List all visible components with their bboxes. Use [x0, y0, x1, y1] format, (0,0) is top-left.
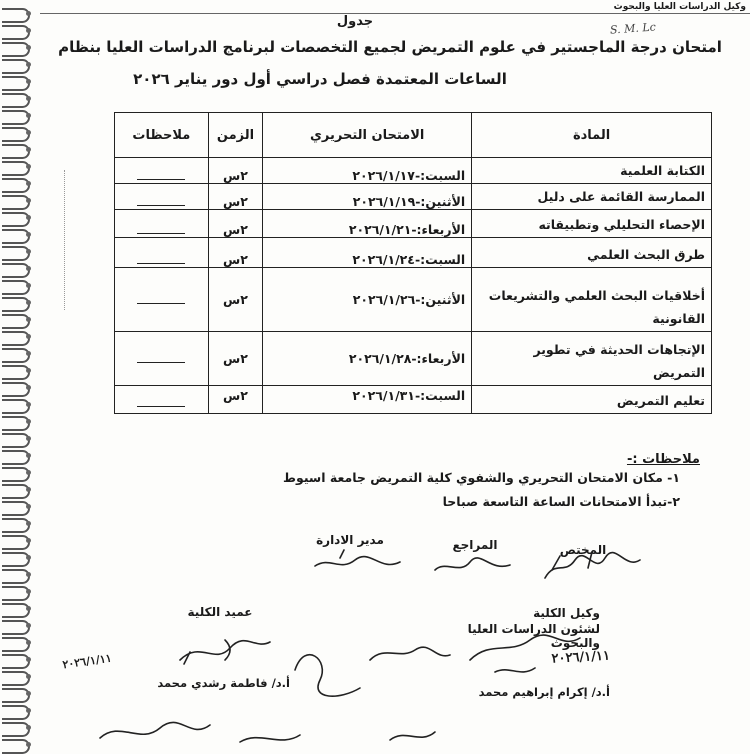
binding-ring [2, 76, 30, 91]
binding-ring [2, 314, 30, 329]
binding-hole [26, 45, 31, 50]
binding-ring [2, 178, 30, 193]
row-subject: أخلاقيات البحث العلمي والتشريعات القانونية [472, 268, 712, 332]
row-exam-date: الأربعاء:-٢٠٢٦/١/٢٨ [263, 332, 472, 386]
binding-ring [2, 620, 30, 635]
row-subject: الإتجاهات الحديثة في تطوير التمريض [472, 332, 712, 386]
binding-ring [2, 705, 30, 720]
binding-hole [26, 147, 31, 152]
binding-hole [26, 691, 31, 696]
binding-hole [26, 62, 31, 67]
row-exam-date: السبت:-٢٠٢٦/١/٣١ [263, 386, 472, 414]
signature-vice-dean [470, 635, 580, 660]
binding-hole [26, 317, 31, 322]
handwritten-date-vice-dean: ٢٠٢٦/١/١١ [551, 648, 611, 667]
binding-ring [2, 586, 30, 601]
binding-hole [26, 79, 31, 84]
binding-ring [2, 433, 30, 448]
binding-hole [26, 283, 31, 288]
binding-hole [26, 198, 31, 203]
row-time: ٢س [208, 268, 263, 332]
binding-hole [26, 368, 31, 373]
header-time: الزمن [208, 113, 263, 158]
header-subject: المادة [472, 113, 712, 158]
binding-ring [2, 144, 30, 159]
row-time: ٢س [208, 238, 263, 268]
binding-hole [26, 674, 31, 679]
binding-ring [2, 484, 30, 499]
note-item: ٢-تبدأ الامتحانات الساعة التاسعة صباحا [442, 494, 680, 509]
binding-hole [26, 589, 31, 594]
binding-hole [26, 334, 31, 339]
binding-ring [2, 552, 30, 567]
binding-ring [2, 229, 30, 244]
binding-ring [2, 212, 30, 227]
binding-ring [2, 688, 30, 703]
binding-ring [2, 501, 30, 516]
signature-label-vice-dean-office: لشئون الدراسات العليا والبحوث [467, 622, 600, 650]
binding-hole [26, 113, 31, 118]
row-exam-date: الأثنين:-٢٠٢٦/١/١٩ [263, 184, 472, 210]
signature-label-dean: عميد الكلية [187, 605, 253, 619]
binding-ring [2, 722, 30, 737]
row-subject: الإحصاء التحليلي وتطبيقاته [472, 210, 712, 238]
binding-ring [2, 246, 30, 261]
binding-hole [26, 181, 31, 186]
binding-ring [2, 671, 30, 686]
row-exam-date: الأثنين:-٢٠٢٦/١/٢٦ [263, 268, 472, 332]
header-exam: الامتحان التحريري [263, 113, 472, 158]
binding-ring [2, 450, 30, 465]
binding-hole [26, 215, 31, 220]
binding-ring [2, 518, 30, 533]
signature-label-vice-dean: وكيل الكلية [533, 606, 600, 620]
binding-hole [26, 504, 31, 509]
signature-lower-center [295, 655, 360, 696]
binding-hole [26, 640, 31, 645]
binding-hole [26, 300, 31, 305]
binding-ring [2, 161, 30, 176]
row-time: ٢س [208, 158, 263, 184]
binding-hole [26, 657, 31, 662]
row-subject: تعليم التمريض [472, 386, 712, 414]
document-title-line2: الساعات المعتمدة فصل دراسي أول دور يناير ٢٠٢٦ [133, 70, 507, 88]
row-time: ٢س [208, 386, 263, 414]
binding-ring [2, 263, 30, 278]
signature-label-admin-director: مدير الادارة [316, 533, 384, 547]
binding-hole [26, 249, 31, 254]
binding-hole [26, 521, 31, 526]
handwritten-signatures [40, 0, 750, 750]
binding-hole [26, 130, 31, 135]
binding-hole [26, 470, 31, 475]
binding-hole [26, 232, 31, 237]
binding-ring [2, 416, 30, 431]
binding-ring [2, 8, 30, 23]
binding-ring [2, 382, 30, 397]
row-subject: طرق البحث العلمي [472, 238, 712, 268]
row-time: ٢س [208, 210, 263, 238]
binding-ring [2, 535, 30, 550]
row-exam-date: السبت:-٢٠٢٦/١/١٧ [263, 158, 472, 184]
binding-hole [26, 453, 31, 458]
binding-hole [26, 436, 31, 441]
signature-reviewer [435, 558, 510, 570]
header-notes: ملاحظات [115, 113, 209, 158]
signature-bottom [100, 722, 210, 738]
binding-ring [2, 348, 30, 363]
binding-ring [2, 569, 30, 584]
binding-hole [26, 725, 31, 730]
header-department: وكيل الدراسات العليا والبحوث [613, 2, 746, 12]
binding-hole [26, 266, 31, 271]
binding-hole [26, 572, 31, 577]
binding-ring [2, 127, 30, 142]
binding-hole [26, 402, 31, 407]
binding-hole [26, 606, 31, 611]
binding-ring [2, 603, 30, 618]
binding-hole [26, 538, 31, 543]
binding-ring [2, 110, 30, 125]
binding-hole [26, 11, 31, 16]
handwritten-date-dean: ٢٠٢٦/١/١١ [61, 651, 113, 672]
document-label: جدول [336, 14, 374, 29]
signature-label-specialist: المختص [559, 543, 607, 557]
binding-hole [26, 385, 31, 390]
note-item: ١- مكان الامتحان التحريري والشفوي كلية التمريض جامعة اسيوط [283, 470, 680, 485]
binding-ring [2, 280, 30, 295]
binding-ring [2, 331, 30, 346]
row-exam-date: السبت:-٢٠٢٦/١/٢٤ [263, 238, 472, 268]
binding-ring [2, 365, 30, 380]
binding-hole [26, 623, 31, 628]
binding-hole [26, 351, 31, 356]
binding-hole [26, 487, 31, 492]
spiral-binding [0, 0, 40, 750]
binding-hole [26, 164, 31, 169]
binding-hole [26, 708, 31, 713]
corner-handwritten-note: S. M. Lc [609, 20, 657, 37]
binding-hole [26, 742, 31, 747]
binding-hole [26, 96, 31, 101]
row-subject: الممارسة القائمة على دليل [472, 184, 712, 210]
binding-ring [2, 297, 30, 312]
row-time: ٢س [208, 184, 263, 210]
binding-ring [2, 654, 30, 669]
signature-label-reviewer: المراجع [452, 538, 498, 552]
binding-hole [26, 555, 31, 560]
signature-dean [180, 641, 270, 660]
signature-admin-director [315, 557, 400, 566]
binding-ring [2, 93, 30, 108]
binding-ring [2, 739, 30, 754]
row-subject: الكتابة العلمية [472, 158, 712, 184]
notes-heading: ملاحظات :- [626, 452, 700, 467]
vice-dean-name: أ.د/ إكرام إبراهيم محمد [478, 685, 610, 699]
binding-ring [2, 59, 30, 74]
binding-ring [2, 637, 30, 652]
row-exam-date: الأربعاء:-٢٠٢٦/١/٢١ [263, 210, 472, 238]
dean-name: أ.د/ فاطمة رشدي محمد [157, 676, 290, 690]
binding-hole [26, 28, 31, 33]
binding-ring [2, 25, 30, 40]
binding-ring [2, 195, 30, 210]
binding-hole [26, 419, 31, 424]
document-title-line1: امتحان درجة الماجستير في علوم التمريض لجميع التخصصات لبرنامج الدراسات العليا بنظام [58, 38, 722, 56]
binding-ring [2, 467, 30, 482]
binding-ring [2, 399, 30, 414]
row-time: ٢س [208, 332, 263, 386]
binding-ring [2, 42, 30, 57]
